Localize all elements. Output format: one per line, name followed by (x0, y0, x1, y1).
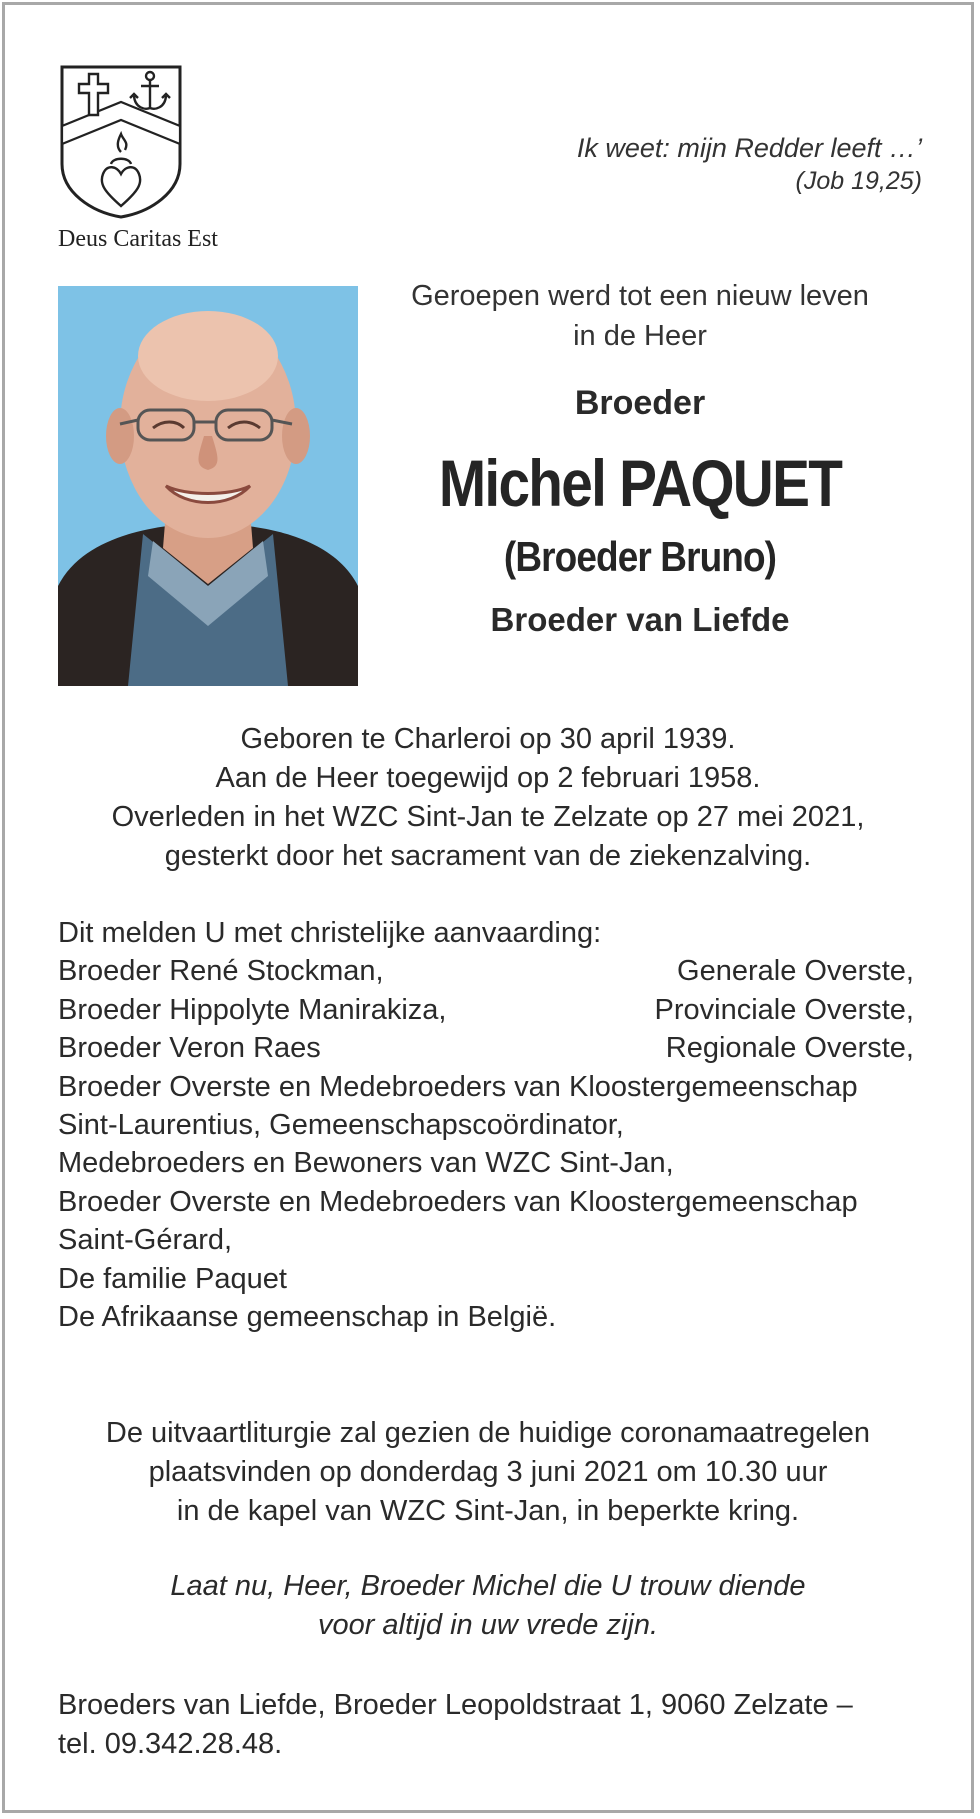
mourner-line: Broeder Overste en Medebroeders van Kloostergemeenschap (58, 1185, 858, 1218)
official-role: Regionale Overste, (665, 1032, 914, 1065)
official-row (58, 991, 914, 1029)
called-line-2: in de Heer (573, 320, 707, 352)
funeral-notice (40, 1414, 936, 1531)
official-role: Provinciale Overste, (654, 993, 914, 1026)
official-name: Broeder Hippolyte Manirakiza, (58, 993, 447, 1026)
quote-reference: (Job 19,25) (795, 167, 922, 195)
address-line: tel. 09.342.28.48. (58, 1728, 283, 1760)
mourner-line: Broeder Overste en Medebroeders van Kloostergemeenschap (58, 1070, 858, 1103)
mourner-line: Saint-Gérard, (58, 1224, 233, 1257)
mourner-line: De familie Paquet (58, 1262, 287, 1295)
official-row (58, 1029, 914, 1067)
portrait-photo (58, 286, 358, 686)
bio-line: Geboren te Charleroi op 30 april 1939. (240, 723, 736, 755)
official-row (58, 952, 914, 990)
crest-emblem (59, 64, 183, 220)
deceased-name: Michel PAQUET (438, 446, 842, 520)
official-name: Broeder Veron Raes (58, 1032, 321, 1065)
memorial-card (2, 2, 974, 1813)
bio-line: Overleden in het WZC Sint-Jan te Zelzate op 27 mei 2021, (111, 801, 865, 833)
mourner-line: Sint-Laurentius, Gemeenschapscoördinator, (58, 1109, 624, 1142)
contact-address (58, 1686, 938, 1764)
mourner-line: De Afrikaanse gemeenschap in België. (58, 1301, 557, 1334)
called-line-1: Geroepen werd tot een nieuw leven (411, 280, 869, 312)
motto: Deus Caritas Est (58, 226, 218, 252)
header-block (380, 276, 900, 639)
title-brother: Broeder (574, 384, 706, 422)
announcement-intro: Dit melden U met christelijke aanvaarding: (58, 917, 602, 949)
prayer-line: voor altijd in uw vrede zijn. (317, 1609, 659, 1641)
prayer (40, 1567, 936, 1645)
quote-text: Ik weet: mijn Redder leeft …’ (576, 133, 922, 163)
official-name: Broeder René Stockman, (58, 955, 384, 988)
funeral-line: plaatsvinden op donderdag 3 juni 2021 om 10.30 uur (148, 1456, 828, 1488)
official-role: Generale Overste, (677, 955, 914, 988)
bio-line: Aan de Heer toegewijd op 2 februari 1958. (215, 762, 761, 794)
bible-quote (577, 130, 922, 196)
religious-name: (Broeder Bruno) (503, 533, 777, 580)
bio-line: gesterkt door het sacrament van de ziekenzalving. (164, 840, 812, 872)
announcement (58, 914, 914, 1336)
biography (40, 720, 936, 876)
order-name: Broeder van Liefde (490, 601, 790, 638)
address-line: Broeders van Liefde, Broeder Leopoldstraat 1, 9060 Zelzate – (58, 1689, 853, 1721)
prayer-line: Laat nu, Heer, Broeder Michel die U trouw diende (170, 1570, 806, 1602)
funeral-line: De uitvaartliturgie zal gezien de huidige coronamaatregelen (105, 1417, 871, 1449)
funeral-line: in de kapel van WZC Sint-Jan, in beperkte kring. (176, 1495, 800, 1527)
mourner-line: Medebroeders en Bewoners van WZC Sint-Jan, (58, 1147, 674, 1180)
